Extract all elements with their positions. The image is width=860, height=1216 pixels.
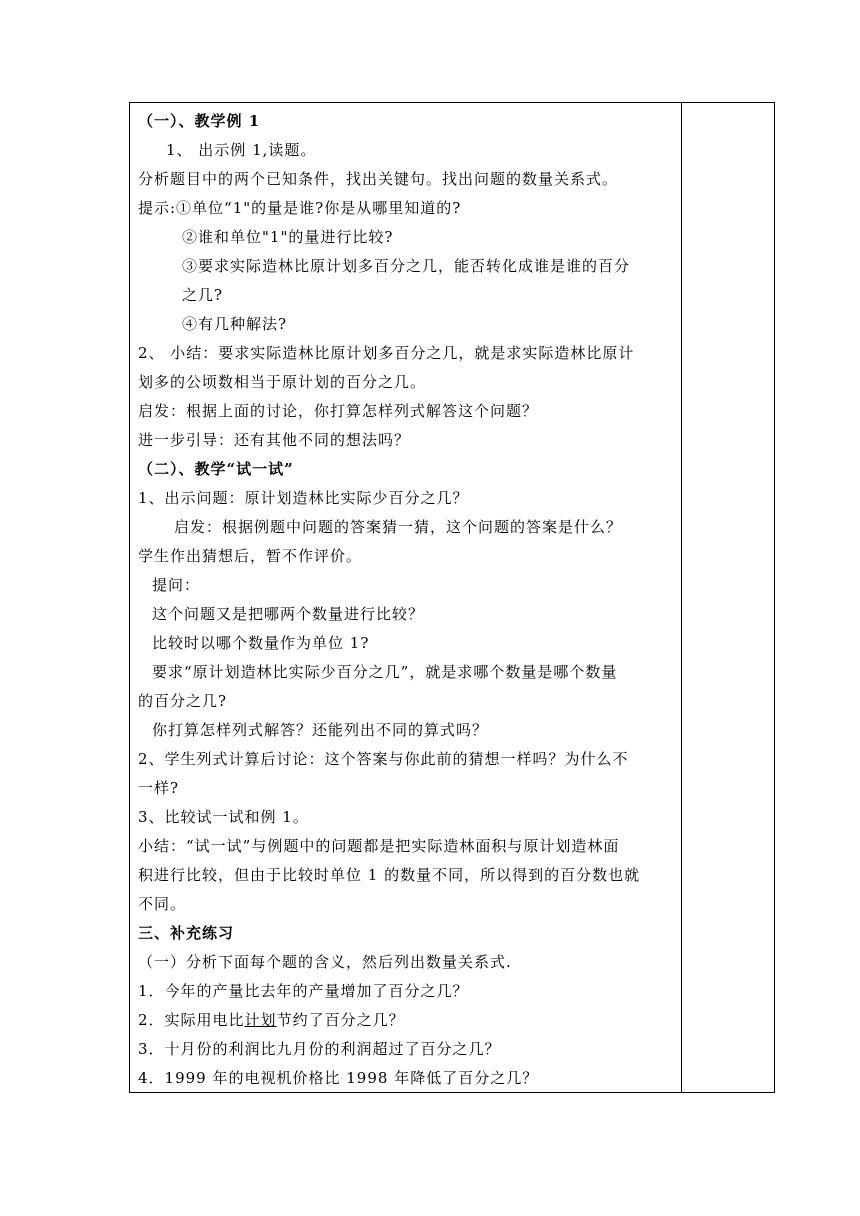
text-line: ③要求实际造林比原计划多百分之几，能否转化成谁是谁的百分 [182, 257, 631, 275]
text-line: 3、比较试一试和例 1。 [138, 808, 309, 826]
text-line: 你打算怎样列式解答？还能列出不同的算式吗？ [152, 721, 489, 739]
text-segment: 节约了百分之几？ [276, 1011, 405, 1029]
text-line: （一）分析下面每个题的含义，然后列出数量关系式. [138, 953, 512, 971]
column-divider [681, 103, 682, 1092]
text-line: 提问： [152, 576, 201, 594]
text-line: 1、出示问题：原计划造林比实际少百分之几？ [138, 489, 469, 507]
text-line: 这个问题又是把哪两个数量进行比较？ [152, 605, 425, 623]
text-line: 1．今年的产量比去年的产量增加了百分之几？ [138, 982, 469, 1000]
text-line: 4．1999 年的电视机价格比 1998 年降低了百分之几？ [138, 1069, 539, 1087]
text-line: 一样? [138, 779, 180, 797]
text-segment: 计划 [244, 1011, 277, 1029]
text-line: （一）、教学例 1 [138, 112, 261, 130]
text-line: 小结：“试一试”与例题中的问题都是把实际造林面积与原计划造林面 [138, 837, 620, 855]
text-line: 2、学生列式计算后讨论：这个答案与你此前的猜想一样吗？为什么不 [138, 750, 629, 768]
text-line: （二）、教学“试一试” [138, 460, 294, 478]
text-line: 积进行比较，但由于比较时单位 1 的数量不同，所以得到的百分数也就 [138, 866, 641, 884]
text-segment: 2．实际用电比 [138, 1011, 245, 1029]
text-line: 1、 出示例 1,读题。 [166, 141, 317, 159]
text-line: ④有几种解法? [182, 315, 288, 333]
text-line: 划多的公顷数相当于原计划的百分之几。 [138, 373, 427, 391]
text-line: 分析题目中的两个已知条件，找出关键句。找出问题的数量关系式。 [138, 170, 619, 188]
text-line [138, 1010, 405, 1030]
text-line: 不同。 [138, 895, 187, 913]
text-line: 启发：根据上面的讨论，你打算怎样列式解答这个问题？ [138, 402, 539, 420]
text-line: ②谁和单位"1"的量进行比较? [182, 228, 394, 246]
text-line: 提示:①单位“1"的量是谁?你是从哪里知道的? [138, 199, 462, 217]
text-line: 要求“原计划造林比实际少百分之几”，就是求哪个数量是哪个数量 [152, 663, 618, 681]
text-line: 2、 小结：要求实际造林比原计划多百分之几，就是求实际造林比原计 [138, 344, 635, 362]
text-line: 3．十月份的利润比九月份的利润超过了百分之几？ [138, 1040, 501, 1058]
text-line: 之几? [182, 286, 224, 304]
text-line: 的百分之几? [138, 692, 228, 710]
text-line: 比较时以哪个数量作为单位 1? [152, 634, 370, 652]
text-line: 启发：根据例题中问题的答案猜一猜，这个问题的答案是什么？ [174, 518, 623, 536]
text-line: 学生作出猜想后，暂不作评价。 [138, 547, 363, 565]
text-line: 进一步引导：还有其他不同的想法吗？ [138, 431, 411, 449]
lesson-table [129, 102, 775, 1093]
text-line: 三、补充练习 [138, 924, 235, 942]
